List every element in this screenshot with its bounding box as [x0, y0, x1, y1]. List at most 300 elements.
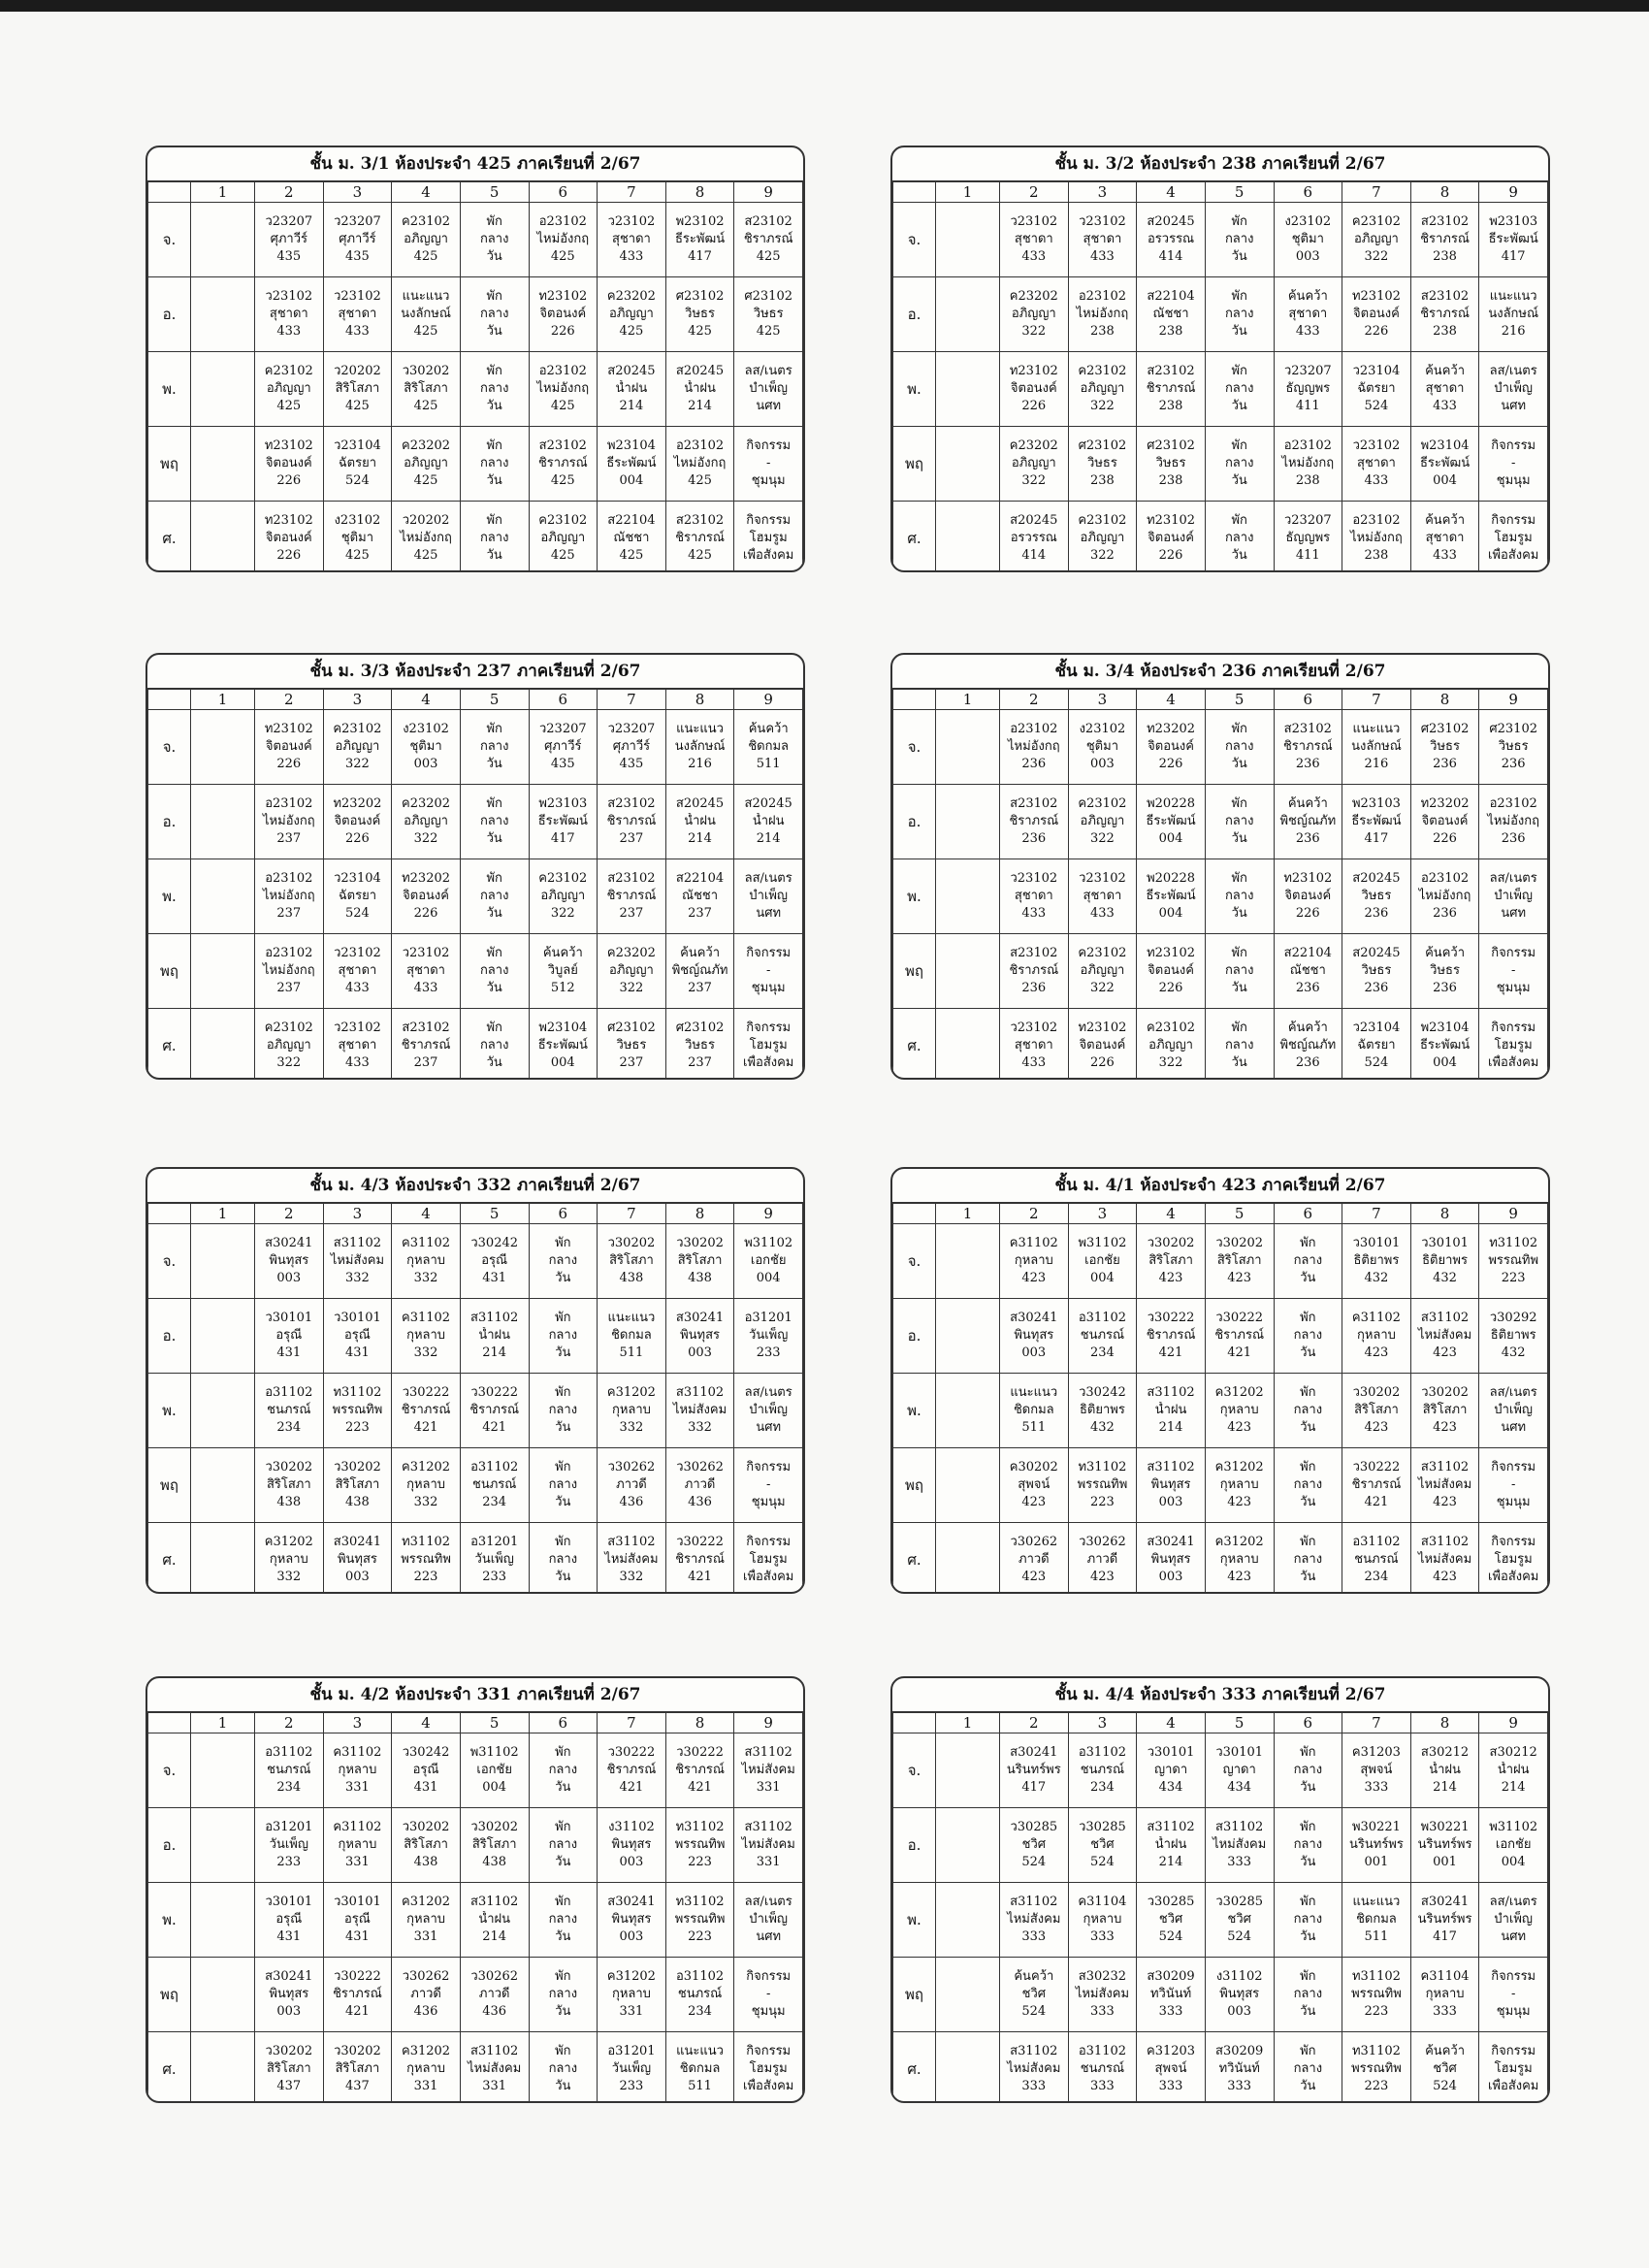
subject-code: ส31102 — [675, 1385, 725, 1400]
teacher-name: กุหลาบ — [1425, 1987, 1465, 2001]
room-number: 238 — [1295, 473, 1320, 488]
teacher-name: กลาง — [1293, 1253, 1323, 1268]
class-cell — [392, 1009, 461, 1081]
class-cell — [529, 859, 598, 934]
teacher-name: สุชาดา — [338, 307, 377, 321]
class-cell — [1479, 1523, 1548, 1595]
teacher-name: พินทุสร — [611, 1912, 652, 1927]
subject-code: ค31102 — [333, 1745, 382, 1760]
subject-code: พัก — [1300, 1460, 1316, 1474]
subject-code: ค้นคว้า — [542, 946, 583, 960]
room-number: 433 — [1021, 1055, 1047, 1070]
subject-code: ท23102 — [1078, 1021, 1127, 1035]
room-number: 322 — [1021, 473, 1047, 488]
class-cell — [1274, 1883, 1342, 1958]
class-cell — [460, 785, 529, 859]
class-cell — [1205, 1958, 1274, 2032]
room-number: 423 — [1227, 1495, 1252, 1509]
room-number: 423 — [1158, 1271, 1183, 1285]
class-cell — [460, 352, 529, 427]
room-number: 236 — [1364, 906, 1389, 921]
subject-code: ว30202 — [334, 2044, 381, 2058]
subject-code: ลส/เนตร — [1489, 871, 1537, 886]
teacher-name: น้ำฝน — [752, 814, 785, 828]
subject-code: พัก — [486, 289, 502, 304]
room-number: ชุมนุม — [751, 2004, 786, 2019]
room-number: วัน — [486, 399, 502, 413]
room-number: 004 — [619, 473, 644, 488]
subject-code: พัก — [1231, 946, 1247, 960]
class-cell — [392, 859, 461, 934]
teacher-name: ไหม่อังกฤ — [263, 963, 315, 978]
period-number: 9 — [1479, 1204, 1548, 1224]
class-cell — [529, 1733, 598, 1808]
period-header-row — [893, 1204, 1548, 1224]
room-number: 234 — [688, 2004, 712, 2019]
class-cell — [1205, 1448, 1274, 1523]
room-number: 432 — [1090, 1420, 1115, 1435]
subject-code: ศ23102 — [1078, 438, 1127, 453]
teacher-name: กลาง — [1224, 456, 1254, 470]
period-number: 3 — [1068, 182, 1137, 203]
day-row — [148, 352, 803, 427]
subject-code: ค23102 — [538, 513, 588, 528]
subject-code: ว20202 — [334, 364, 381, 378]
teacher-name: จิตอนงค์ — [1148, 739, 1194, 754]
room-number: 332 — [619, 1420, 644, 1435]
class-cell — [1479, 1733, 1548, 1808]
class-cell — [255, 785, 324, 859]
room-number: วัน — [486, 548, 502, 563]
subject-code: ส30241 — [675, 1311, 725, 1325]
room-number: วัน — [1231, 831, 1247, 846]
period-1-empty-cell — [191, 502, 255, 573]
teacher-name: ชนภรณ์ — [1354, 1552, 1399, 1567]
teacher-name: สุชาดา — [338, 963, 377, 978]
teacher-name: เอกชัย — [750, 1253, 787, 1268]
room-number: 524 — [1433, 2079, 1457, 2093]
subject-code: ว30242 — [1079, 1385, 1126, 1400]
room-number: 417 — [1501, 249, 1526, 264]
room-number: 234 — [1090, 1345, 1115, 1360]
room-number: 238 — [1090, 473, 1115, 488]
room-number: 226 — [276, 548, 302, 563]
class-cell — [460, 1224, 529, 1299]
subject-code: พัก — [555, 1745, 571, 1760]
class-cell — [1410, 1299, 1479, 1374]
room-number: วัน — [1231, 548, 1247, 563]
period-number: 7 — [598, 690, 666, 710]
room-number: 333 — [1090, 2004, 1115, 2019]
class-cell — [529, 1009, 598, 1081]
class-cell — [1205, 1374, 1274, 1448]
day-label: ศ. — [148, 1009, 191, 1081]
teacher-name: ภาวดี — [1086, 1552, 1118, 1567]
room-number: 421 — [688, 1780, 712, 1795]
class-cell — [734, 1808, 803, 1883]
class-cell — [1068, 1224, 1137, 1299]
teacher-name: ฉัตรยา — [338, 889, 377, 903]
class-cell — [665, 1883, 734, 1958]
subject-code: ส23102 — [1010, 796, 1058, 811]
timetable-title: ชั้น ม. 4/4 ห้องประจำ 333 ภาคเรียนที่ 2/67 — [892, 1678, 1548, 1712]
class-cell — [1479, 859, 1548, 934]
subject-code: ท23102 — [264, 513, 313, 528]
class-cell — [1479, 352, 1548, 427]
class-cell — [1342, 1224, 1411, 1299]
class-cell — [1479, 1009, 1548, 1081]
room-number: 238 — [1433, 324, 1457, 339]
subject-code: ว30285 — [1215, 1895, 1264, 1909]
class-cell — [1342, 934, 1411, 1009]
subject-code: อ23102 — [1283, 438, 1332, 453]
room-number: 223 — [1364, 2079, 1389, 2093]
subject-code: ว30242 — [402, 1745, 450, 1760]
subject-code: ส20245 — [675, 364, 725, 378]
room-number: วัน — [486, 831, 502, 846]
timetable-m4-3 — [146, 1167, 805, 1594]
subject-code: ท23102 — [1351, 289, 1401, 304]
subject-code: ศ23102 — [744, 289, 792, 304]
class-cell — [1000, 1009, 1069, 1081]
teacher-name: พรรณทิพ — [401, 1552, 451, 1567]
room-number: 237 — [619, 906, 644, 921]
room-number: วัน — [1300, 1420, 1316, 1435]
class-cell — [1410, 785, 1479, 859]
teacher-name: สิริโสภา — [1422, 1403, 1468, 1417]
class-cell — [255, 934, 324, 1009]
subject-code: กิจกรรม — [746, 1969, 792, 1984]
subject-code: ว30222 — [470, 1385, 519, 1400]
room-number: 238 — [1364, 548, 1389, 563]
room-number: 331 — [619, 2004, 644, 2019]
class-cell — [1479, 934, 1548, 1009]
subject-code: ส30241 — [265, 1969, 313, 1984]
teacher-name: ไหม่อังกฤ — [673, 456, 727, 470]
subject-code: ว30202 — [265, 1460, 313, 1474]
class-cell — [1068, 502, 1137, 573]
teacher-name: จิตอนงค์ — [403, 889, 449, 903]
class-cell — [1137, 1523, 1206, 1595]
subject-code: ส23102 — [607, 871, 656, 886]
teacher-name: ภาวดี — [410, 1987, 441, 2001]
period-1-empty-cell — [191, 1883, 255, 1958]
teacher-name: อรุณี — [275, 1328, 303, 1343]
subject-code: ส23102 — [402, 1021, 450, 1035]
class-cell — [734, 1733, 803, 1808]
teacher-name: กลาง — [1293, 1837, 1323, 1852]
period-number: 3 — [1068, 690, 1137, 710]
day-row — [148, 502, 803, 573]
day-row — [893, 502, 1548, 573]
class-cell — [1274, 203, 1342, 277]
day-row — [893, 1883, 1548, 1958]
period-number: 5 — [1205, 1204, 1274, 1224]
class-cell — [1068, 2032, 1137, 2104]
class-cell — [255, 502, 324, 573]
subject-code: อ23102 — [675, 438, 725, 453]
teacher-name: ชิราภรณ์ — [469, 1403, 520, 1417]
room-number: เพื่อสังคม — [1488, 1570, 1539, 1584]
teacher-name: กลาง — [548, 1837, 578, 1852]
day-label: ศ. — [148, 1523, 191, 1595]
subject-code: ท23102 — [264, 722, 313, 736]
subject-code: ส31102 — [744, 1820, 792, 1834]
class-cell — [460, 1299, 529, 1374]
subject-code: ท23202 — [1147, 722, 1196, 736]
subject-code: ท31102 — [1351, 1969, 1401, 1984]
period-number: 3 — [1068, 1713, 1137, 1733]
class-cell — [665, 785, 734, 859]
teacher-name: สิริโสภา — [404, 1837, 448, 1852]
class-cell — [1205, 203, 1274, 277]
room-number: นศท — [756, 1929, 782, 1944]
room-number: 223 — [413, 1570, 438, 1584]
subject-code: ว23102 — [334, 946, 381, 960]
class-cell — [1000, 710, 1069, 785]
period-number: 2 — [1000, 1713, 1069, 1733]
teacher-name: ไหม่สังคม — [672, 1403, 728, 1417]
subject-code: ว30242 — [470, 1236, 519, 1250]
room-number: 322 — [550, 906, 575, 921]
teacher-name: วิบูลย์ — [547, 963, 578, 978]
subject-code: ว30202 — [1421, 1385, 1469, 1400]
room-number: 237 — [688, 906, 712, 921]
room-number: 333 — [1021, 1929, 1047, 1944]
teacher-name: กลาง — [548, 2061, 578, 2076]
teacher-name: กุหลาบ — [611, 1403, 651, 1417]
class-cell — [1137, 427, 1206, 502]
teacher-name: กลาง — [548, 1912, 578, 1927]
class-cell — [255, 859, 324, 934]
teacher-name: พรรณทิพ — [1488, 1253, 1539, 1268]
period-number: 3 — [323, 1713, 392, 1733]
subject-code: ศ23102 — [1420, 722, 1470, 736]
class-cell — [255, 1224, 324, 1299]
period-number: 9 — [734, 1713, 803, 1733]
teacher-name: กลาง — [479, 307, 509, 321]
subject-code: พ23104 — [538, 1021, 588, 1035]
subject-code: ค้นคว้า — [680, 946, 720, 960]
teacher-name: กุหลาบ — [1356, 1328, 1396, 1343]
teacher-name: ไหม่อังกฤ — [1008, 739, 1060, 754]
subject-code: พ20228 — [1147, 871, 1196, 886]
subject-code: ท23102 — [538, 289, 588, 304]
subject-code: ค31102 — [1009, 1236, 1058, 1250]
day-row — [148, 1448, 803, 1523]
teacher-name: กลาง — [1293, 1552, 1323, 1567]
teacher-name: สิริโสภา — [266, 2061, 311, 2076]
class-cell — [529, 1374, 598, 1448]
class-cell — [1000, 1808, 1069, 1883]
day-row — [148, 1883, 803, 1958]
teacher-name: โฮมรูม — [1494, 2061, 1533, 2076]
timetable-m3-2 — [890, 146, 1550, 572]
room-number: 432 — [1364, 1271, 1389, 1285]
class-cell — [734, 352, 803, 427]
day-label: อ. — [893, 277, 936, 352]
room-number: วัน — [486, 981, 502, 995]
day-label: อ. — [148, 785, 191, 859]
class-cell — [1205, 1523, 1274, 1595]
room-number: 322 — [276, 1055, 302, 1070]
teacher-name: สุชาดา — [1357, 456, 1396, 470]
teacher-name: ฉัตรยา — [1357, 1038, 1396, 1053]
teacher-name: ไหม่สังคม — [741, 1837, 795, 1852]
class-cell — [598, 1808, 666, 1883]
teacher-name: ณัชชา — [613, 531, 650, 545]
teacher-name: กลาง — [1224, 307, 1254, 321]
timetable-grid — [147, 689, 803, 1080]
class-cell — [392, 277, 461, 352]
room-number: วัน — [486, 473, 502, 488]
room-number: 425 — [413, 399, 438, 413]
room-number: 226 — [1158, 548, 1183, 563]
subject-code: อ23102 — [1010, 722, 1058, 736]
class-cell — [1342, 427, 1411, 502]
subject-code: ว30202 — [607, 1236, 656, 1250]
class-cell — [1137, 1733, 1206, 1808]
room-number: 434 — [1227, 1780, 1252, 1795]
class-cell — [1205, 1224, 1274, 1299]
class-cell — [598, 934, 666, 1009]
subject-code: ว30202 — [402, 1820, 450, 1834]
class-cell — [323, 1958, 392, 2032]
period-1-empty-cell — [191, 277, 255, 352]
room-number: 434 — [1158, 1780, 1183, 1795]
room-number: 435 — [276, 249, 302, 264]
subject-code: ส23102 — [675, 513, 725, 528]
teacher-name: วันเพ็ญ — [474, 1552, 514, 1567]
subject-code: ว30262 — [607, 1460, 656, 1474]
class-cell — [665, 710, 734, 785]
teacher-name: จิตอนงค์ — [265, 739, 312, 754]
teacher-name: กลาง — [479, 739, 509, 754]
teacher-name: กุหลาบ — [338, 1763, 377, 1777]
class-cell — [255, 1523, 324, 1595]
teacher-name: สิริโสภา — [404, 381, 448, 396]
room-number: วัน — [486, 906, 502, 921]
class-cell — [1137, 502, 1206, 573]
class-cell — [1000, 1374, 1069, 1448]
room-number: 421 — [619, 1780, 644, 1795]
teacher-name: กลาง — [1224, 232, 1254, 246]
subject-code: พัก — [486, 364, 502, 378]
room-number: 333 — [1090, 1929, 1115, 1944]
teacher-name: อภิญญา — [1080, 381, 1125, 396]
subject-code: พัก — [486, 1021, 502, 1035]
period-number: 9 — [734, 690, 803, 710]
room-number: 226 — [276, 757, 302, 771]
day-row — [893, 1523, 1548, 1595]
subject-code: แนะแนว — [1010, 1385, 1058, 1400]
class-cell — [323, 427, 392, 502]
class-cell — [255, 1733, 324, 1808]
teacher-name: ไหม่สังคม — [468, 2061, 522, 2076]
teacher-name: ชิราภรณ์ — [1146, 1328, 1196, 1343]
teacher-name: จิตอนงค์ — [1010, 381, 1057, 396]
class-cell — [1274, 710, 1342, 785]
subject-code: ส30241 — [1420, 1895, 1470, 1909]
teacher-name: ไหม่อังกฤ — [536, 232, 590, 246]
class-cell — [665, 427, 734, 502]
room-number: 417 — [550, 831, 575, 846]
class-cell — [323, 859, 392, 934]
period-1-empty-cell — [191, 1299, 255, 1374]
teacher-name: ชนภรณ์ — [1080, 1328, 1125, 1343]
day-label: ศ. — [893, 2032, 936, 2104]
teacher-name: น้ำฝน — [1429, 1763, 1461, 1777]
period-number: 3 — [1068, 1204, 1137, 1224]
day-label: พ. — [148, 1374, 191, 1448]
room-number: 421 — [1227, 1345, 1252, 1360]
period-header-row — [893, 1713, 1548, 1733]
room-number: วัน — [1300, 2004, 1316, 2019]
teacher-name: พินทุสร — [680, 1328, 721, 1343]
period-number: 3 — [323, 182, 392, 203]
class-cell — [598, 1299, 666, 1374]
class-cell — [323, 1733, 392, 1808]
teacher-name: อรุณี — [344, 1328, 371, 1343]
room-number: 223 — [1501, 1271, 1526, 1285]
day-row — [148, 1733, 803, 1808]
class-cell — [734, 1883, 803, 1958]
class-cell — [460, 1733, 529, 1808]
subject-code: ว30101 — [1147, 1745, 1195, 1760]
subject-code: ค31202 — [402, 1460, 451, 1474]
subject-code: พัก — [555, 1535, 571, 1549]
subject-code: ส30212 — [1420, 1745, 1470, 1760]
teacher-name: ธีระพัฒน์ — [1420, 1038, 1471, 1053]
timetable-m3-4 — [890, 653, 1550, 1080]
room-number: 431 — [345, 1345, 370, 1360]
class-cell — [529, 710, 598, 785]
class-cell — [1137, 1224, 1206, 1299]
teacher-name: ธีระพัฒน์ — [1146, 889, 1196, 903]
subject-code: ท31102 — [1351, 2044, 1401, 2058]
teacher-name: - — [1510, 1987, 1516, 2001]
class-cell — [392, 1299, 461, 1374]
room-number: วัน — [486, 1055, 502, 1070]
subject-code: ว30262 — [470, 1969, 519, 1984]
period-header-row — [148, 1204, 803, 1224]
day-label: จ. — [148, 1224, 191, 1299]
teacher-name: กลาง — [548, 1253, 578, 1268]
class-cell — [1000, 502, 1069, 573]
period-number: 9 — [734, 182, 803, 203]
room-number: 425 — [345, 548, 370, 563]
period-1-empty-cell — [191, 934, 255, 1009]
teacher-name: น้ำฝน — [615, 381, 648, 396]
teacher-name: - — [765, 456, 771, 470]
day-row — [893, 1374, 1548, 1448]
subject-code: ค31102 — [333, 1820, 382, 1834]
day-row — [893, 1958, 1548, 2032]
teacher-name: ภาวดี — [478, 1987, 510, 2001]
period-number: 1 — [936, 182, 1000, 203]
room-number: วัน — [1300, 1929, 1316, 1944]
room-number: 223 — [1090, 1495, 1115, 1509]
subject-code: อ31201 — [607, 2044, 656, 2058]
day-label: พ. — [148, 859, 191, 934]
teacher-name: กลาง — [1293, 1403, 1323, 1417]
room-number: เพื่อสังคม — [1488, 1055, 1539, 1070]
subject-code: พัก — [1231, 289, 1247, 304]
room-number: 524 — [345, 906, 370, 921]
period-number: 5 — [1205, 1713, 1274, 1733]
room-number: 411 — [1295, 548, 1320, 563]
room-number: 438 — [619, 1271, 644, 1285]
